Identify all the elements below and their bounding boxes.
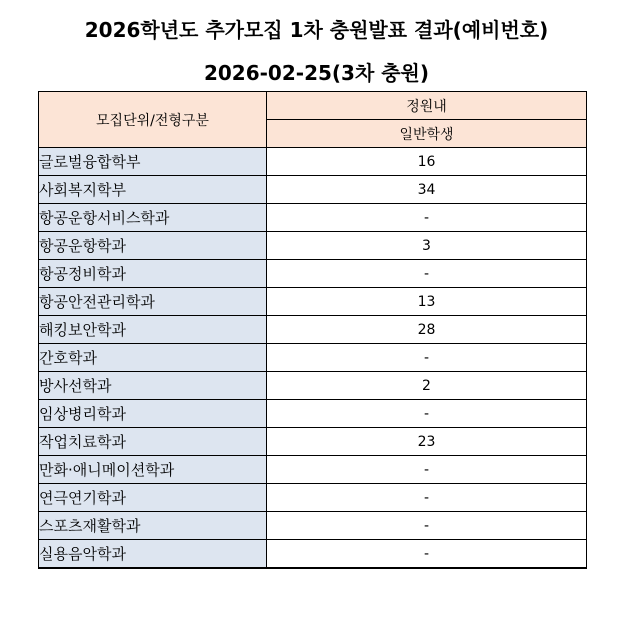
dept-name: 항공정비학과 (39, 260, 267, 288)
waitlist-number: 23 (267, 428, 587, 456)
dept-name: 항공운항서비스학과 (39, 204, 267, 232)
page-title: 2026학년도 추가모집 1차 충원발표 결과(예비번호) (84, 18, 549, 42)
table-row (39, 288, 587, 316)
dept-name: 작업치료학과 (39, 428, 267, 456)
waitlist-number: - (267, 344, 587, 372)
page-subtitle: 2026-02-25(3차 충원) (203, 61, 430, 85)
table-row (39, 484, 587, 512)
table-row (39, 176, 587, 204)
result-table (38, 91, 587, 569)
waitlist-number: - (267, 456, 587, 484)
dept-name: 만화·애니메이션학과 (39, 456, 267, 484)
unit-header: 모집단위/전형구분 (39, 92, 267, 148)
waitlist-number: - (267, 204, 587, 232)
table-row (39, 344, 587, 372)
table-row (39, 456, 587, 484)
table-row (39, 512, 587, 540)
waitlist-number: 13 (267, 288, 587, 316)
dept-name: 스포츠재활학과 (39, 512, 267, 540)
waitlist-number: - (267, 540, 587, 569)
dept-name: 임상병리학과 (39, 400, 267, 428)
waitlist-number: 34 (267, 176, 587, 204)
table-row (39, 400, 587, 428)
waitlist-number: - (267, 484, 587, 512)
dept-name: 방사선학과 (39, 372, 267, 400)
waitlist-number: 28 (267, 316, 587, 344)
table-row (39, 232, 587, 260)
waitlist-number: - (267, 512, 587, 540)
dept-name: 글로벌융합학부 (39, 148, 267, 176)
dept-name: 사회복지학부 (39, 176, 267, 204)
table-row (39, 260, 587, 288)
dept-name: 간호학과 (39, 344, 267, 372)
waitlist-number: - (267, 400, 587, 428)
table-row (39, 204, 587, 232)
waitlist-number: 3 (267, 232, 587, 260)
sub-header: 일반학생 (267, 120, 587, 148)
table-row (39, 372, 587, 400)
group-header: 정원내 (267, 92, 587, 120)
dept-name: 실용음악학과 (39, 540, 267, 569)
dept-name: 연극연기학과 (39, 484, 267, 512)
waitlist-number: 2 (267, 372, 587, 400)
table-row (39, 316, 587, 344)
table-row (39, 540, 587, 569)
waitlist-number: 16 (267, 148, 587, 176)
waitlist-number: - (267, 260, 587, 288)
dept-name: 항공운항학과 (39, 232, 267, 260)
dept-name: 해킹보안학과 (39, 316, 267, 344)
table-row (39, 148, 587, 176)
table-row (39, 428, 587, 456)
dept-name: 항공안전관리학과 (39, 288, 267, 316)
table-header-row (39, 92, 587, 120)
